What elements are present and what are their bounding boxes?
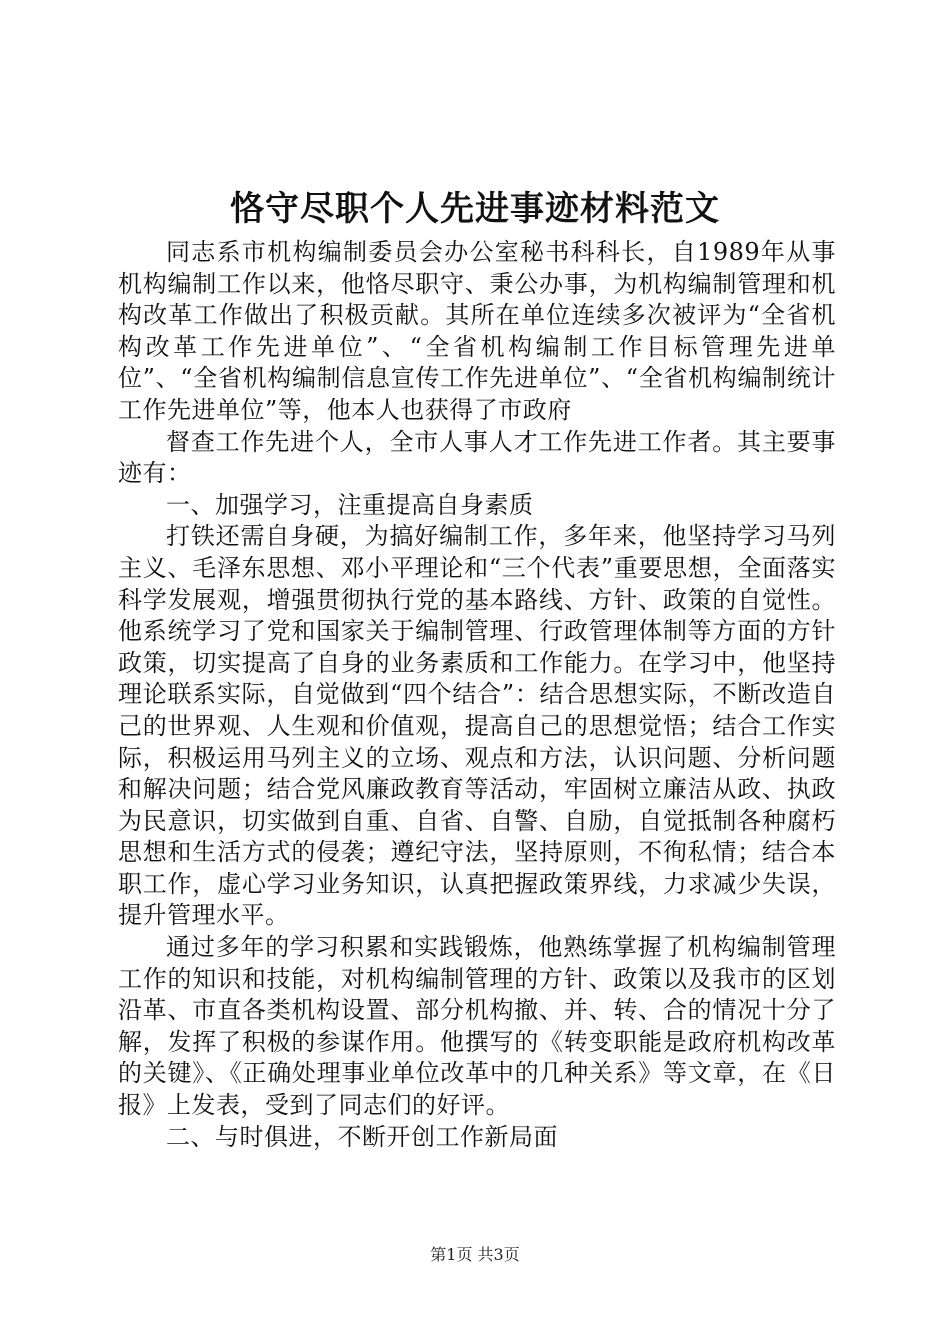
- page-footer: 第1页 共3页: [430, 1245, 520, 1264]
- document-body: [118, 237, 836, 1153]
- paragraph-study: 打铁还需自身硬，为搞好编制工作，多年来，他坚持学习马列主义、毛泽东思想、邓小平理论和“三个代表”重要思想，全面落实科学发展观，增强贯彻执行党的基本路线、方针、政策的自觉性。他系统学习了党和国家关于编制管理、行政管理体制等方面的方针政策，切实提高了自身的业务素质和工作能力。在学习中，他坚持理论联系实际，自觉做到“四个结合”：结合思想实际，不断改造自己的世界观、人生观和价值观，提高自己的思想觉悟；结合工作实际，积极运用马列主义的立场、观点和方法，认识问题、分析问题和解决问题；结合党风廉政教育等活动，牢固树立廉洁从政、执政为民意识，切实做到自重、自省、自警、自励，自觉抵制各种腐朽思想和生活方式的侵袭；遵纪守法，坚持原则，不徇私情；结合本职工作，虚心学习业务知识，认真把握政策界线，力求减少失误，提升管理水平。: [118, 522, 836, 930]
- paragraph-intro: 同志系市机构编制委员会办公室秘书科科长，自1989年从事机构编制工作以来，他恪尽职守、秉公办事，为机构编制管理和机构改革工作做出了积极贡献。其所在单位连续多次被评为“全省机构改革工作先进单位”、“全省机构编制工作目标管理先进单位”、“全省机构编制信息宣传工作先进单位”、“全省机构编制统计工作先进单位”等，他本人也获得了市政府: [118, 238, 836, 424]
- section-heading-1: 一、加强学习，注重提高自身素质: [166, 490, 534, 519]
- section-heading-2: 二、与时俱进，不断开创工作新局面: [166, 1122, 558, 1151]
- document-title: 恪守尽职个人先进事迹材料范文: [230, 189, 720, 229]
- paragraph-practice: 通过多年的学习积累和实践锻炼，他熟练掌握了机构编制管理工作的知识和技能，对机构编制管理的方针、政策以及我市的区划沿革、市直各类机构设置、部分机构撤、并、转、合的情况十分了解，发挥了积极的参谋作用。他撰写的《转变职能是政府机构改革的关键》、《正确处理事业单位改革中的几种关系》等文章，在《日报》上发表，受到了同志们的好评。: [118, 933, 836, 1120]
- paragraph-intro-continued: 督查工作先进个人，全市人事人才工作先进工作者。其主要事迹有：: [118, 427, 836, 488]
